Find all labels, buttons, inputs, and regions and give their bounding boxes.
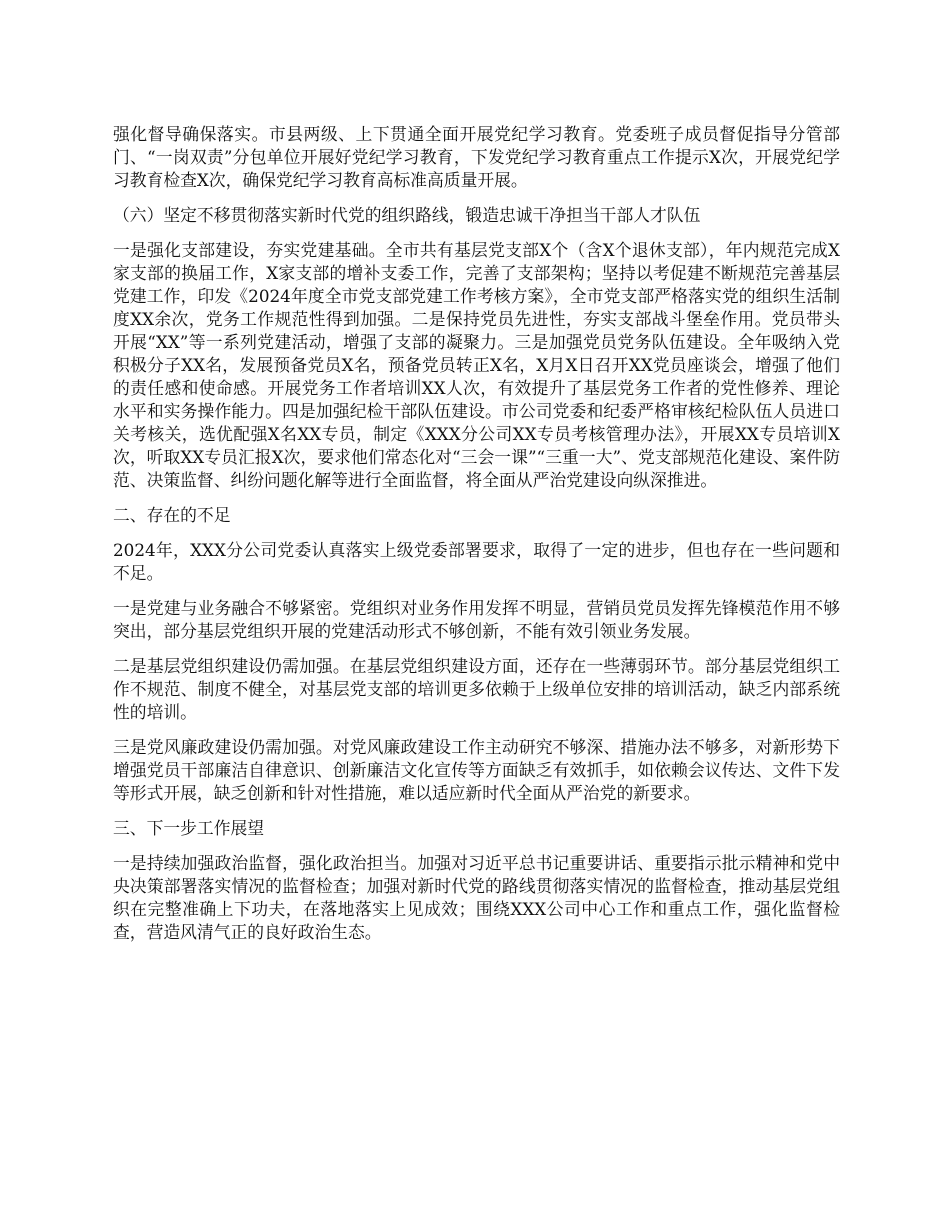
paragraph-supervision: 强化督导确保落实。市县两级、上下贯通全面开展党纪学习教育。党委班子成员督促指导分管部门、“一岗双责”分包单位开展好党纪学习教育，下发党纪学习教育重点工作提示X次，开展党纪学习教育检查X次，确保党纪学习教育高标准高质量开展。 (113, 124, 840, 190)
paragraph-shortcoming-2: 二是基层党组织建设仍需加强。在基层党组织建设方面，还存在一些薄弱环节。部分基层党组织工作不规范、制度不健全，对基层党支部的培训更多依赖于上级单位安排的培训活动，缺乏内部系统性的培训。 (113, 656, 840, 722)
paragraph-shortcoming-1: 一是党建与业务融合不够紧密。党组织对业务作用发挥不明显，营销员党员发挥先锋模范作用不够突出，部分基层党组织开展的党建活动形式不够创新，不能有效引领业务发展。 (113, 598, 840, 641)
paragraph-branch-building: 一是强化支部建设，夯实党建基础。全市共有基层党支部X个（含X个退休支部），年内规范完成X家支部的换届工作，X家支部的增补支委工作，完善了支部架构；坚持以考促建不断规范完善基层党建工作，印发《2024年度全市党支部党建工作考核方案》，全市党支部严格落实党的组织生活制度XX余次，党务工作规范性得到加强。二是保持党员先进性，夯实支部战斗堡垒作用。党员带头开展“XX”等一系列党建活动，增强了支部的凝聚力。三是加强党员党务队伍建设。全年吸纳入党积极分子XX名，发展预备党员X名，预备党员转正X名，X月X日召开XX党员座谈会，增强了他们的责任感和使命感。开展党务工作者培训XX人次，有效提升了基层党务工作者的党性修养、理论水平和实务操作能力。四是加强纪检干部队伍建设。市公司党委和纪委严格审核纪检队伍人员进口关考核关，选优配强X名XX专员，制定《XXX分公司XX专员考核管理办法》，开展XX专员培训X次，听取XX专员汇报X次，要求他们常态化对“三会一课”“三重一大”、党支部规范化建设、案件防范、决策监督、纠纷问题化解等进行全面监督，将全面从严治党建设向纵深推进。 (113, 240, 840, 490)
section-heading-shortcomings: 二、存在的不足 (113, 505, 231, 525)
paragraph-outlook-1: 一是持续加强政治监督，强化政治担当。加强对习近平总书记重要讲话、重要指示批示精神和党中央决策部署落实情况的监督检查；加强对新时代党的路线贯彻落实情况的监督检查，推动基层党组织在完整准确上下功夫，在落地落实上见成效；围绕XXX公司中心工作和重点工作，强化监督检查，营造风清气正的良好政治生态。 (113, 853, 840, 942)
paragraph-shortcomings-intro: 2024年，XXX分公司党委认真落实上级党委部署要求，取得了一定的进步，但也存在一些问题和不足。 (113, 540, 840, 583)
paragraph-shortcoming-3: 三是党风廉政建设仍需加强。对党风廉政建设工作主动研究不够深、措施办法不够多，对新形势下增强党员干部廉洁自律意识、创新廉洁文化宣传等方面缺乏有效抓手，如依赖会议传达、文件下发等形式开展，缺乏创新和针对性措施，难以适应新时代全面从严治党的新要求。 (113, 737, 840, 803)
document-page (113, 123, 840, 956)
section-heading-outlook: 三、下一步工作展望 (113, 818, 265, 838)
section-heading-organization-line: （六）坚定不移贯彻落实新时代党的组织路线，锻造忠诚干净担当干部人才队伍 (113, 205, 701, 225)
